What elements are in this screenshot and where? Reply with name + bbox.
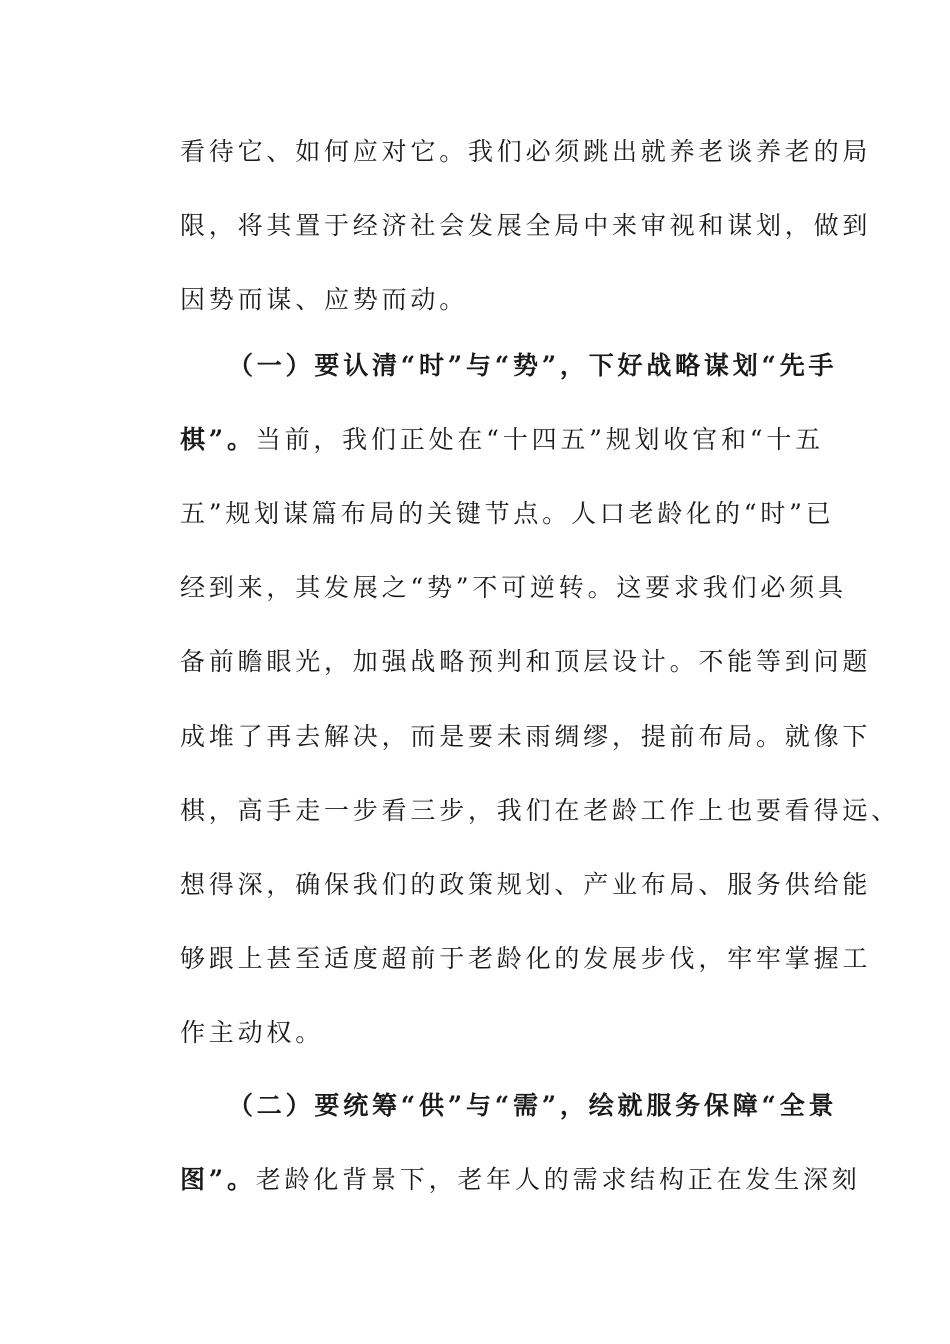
paragraph-line: 棋，高手走一步看三步，我们在老龄工作上也要看得远、 (180, 796, 901, 825)
paragraph-line: 经到来，其发展之“势”不可逆转。这要求我们必须具 (180, 573, 847, 602)
paragraph-line (180, 423, 840, 457)
paragraph-text: 老龄化背景下，老年人的需求结构正在发生深刻 (255, 1165, 861, 1194)
paragraph-line: 限，将其置于经济社会发展全局中来审视和谋划，做到 (180, 211, 872, 240)
section-heading-1: （一）要认清“时”与“势”，下好战略谋划“先手 (228, 351, 838, 380)
section-heading-2: （二）要统筹“供”与“需”，绘就服务保障“全景 (228, 1091, 838, 1120)
paragraph-line: 想得深，确保我们的政策规划、产业布局、服务供给能 (180, 870, 872, 899)
paragraph-line (180, 1163, 861, 1197)
section-heading-2-end: 图”。 (180, 1165, 256, 1194)
paragraph-line: 看待它、如何应对它。我们必须跳出就养老谈养老的局 (180, 137, 872, 166)
section-heading-1-end: 棋”。 (180, 425, 256, 454)
paragraph-line: 五”规划谋篇布局的关键节点。人口老龄化的“时”已 (180, 499, 835, 528)
paragraph-line: 够跟上甚至适度超前于老龄化的发展步伐，牢牢掌握工 (180, 944, 872, 973)
paragraph-text: 当前，我们正处在“十四五”规划收官和“十五 (255, 425, 824, 454)
paragraph-line: 作主动权。 (180, 1018, 325, 1047)
paragraph-line: 成堆了再去解决，而是要未雨绸缪，提前布局。就像下 (180, 722, 872, 751)
paragraph-line: 备前瞻眼光，加强战略预判和顶层设计。不能等到问题 (180, 647, 872, 676)
paragraph-line: 因势而谋、应势而动。 (180, 285, 469, 314)
